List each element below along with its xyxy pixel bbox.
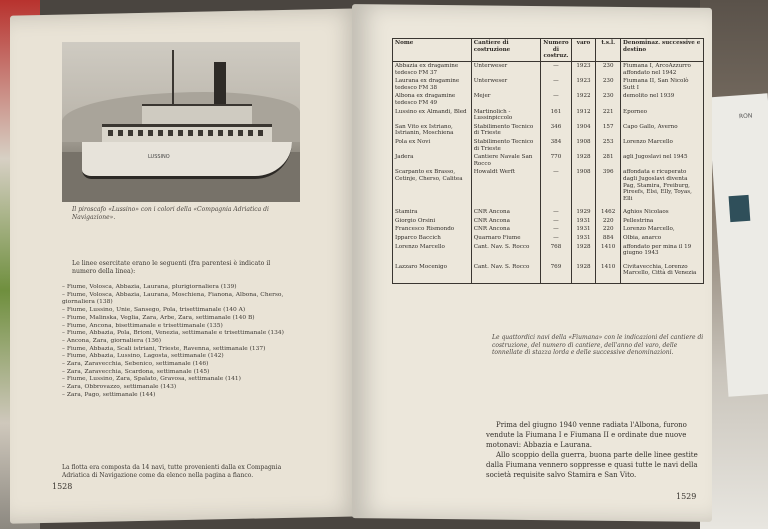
table-row (393, 234, 704, 243)
route-item: – Fiume, Abbazia, Pola, Brioni, Venezia, settimanale e trisettimanale (134) (62, 330, 284, 337)
route-item: – Fiume, Volosca, Abbazia, Laurana, Moschiena, Fianona, Albona, Cherso, giornaliera (138) (62, 291, 284, 306)
table-row (393, 138, 704, 153)
table-row (393, 243, 704, 258)
cell-destino: Lorenzo Marcello (621, 138, 704, 153)
route-item: – Fiume, Abbazia, Scali istriani, Trieste, Ravenna, settimanale (137) (62, 345, 266, 352)
ship-upper-deck (142, 104, 252, 126)
cell-numero: 770 (541, 153, 571, 168)
cell-tsl: 884 (596, 234, 621, 243)
cell-numero: — (541, 168, 571, 203)
cell-numero: 161 (541, 108, 571, 123)
cell-varo: 1908 (571, 168, 596, 203)
cell-destino: Eporneo (621, 108, 704, 123)
cell-tsl: 1410 (596, 243, 621, 258)
cell-cantiere: Quarnaro Fiume (471, 234, 541, 243)
cell-tsl: 220 (596, 225, 621, 234)
cell-varo: 1929 (571, 203, 596, 217)
cell-nome: Abbazia ex dragamine tedesco FM 37 (393, 62, 472, 78)
cell-varo: 1931 (571, 234, 596, 243)
fleet-closing-text: La flotta era composta da 14 navi, tutte provenienti dalla ex Compagnia Adriatica di Navigazione come da elenco nella pagina a fianco. (62, 464, 282, 479)
route-item: – Zara, Pago, settimanale (144) (62, 391, 156, 398)
cell-numero: — (541, 62, 571, 78)
cell-cantiere: Cant. Nav. S. Rocco (471, 258, 541, 284)
header-varo: varo (571, 39, 596, 62)
table-row (393, 108, 704, 123)
ship-photo (62, 42, 300, 202)
cell-nome: Lussino ex Almandi, Bled (393, 108, 472, 123)
cell-nome: Lazzaro Mocenigo (393, 258, 472, 284)
cell-tsl: 230 (596, 62, 621, 78)
cell-destino: Civitavecchia, Lorenzo Marcello, Città di Venezia (621, 258, 704, 284)
cell-cantiere: CNR Ancona (471, 225, 541, 234)
header-tsl: t.s.l. (596, 39, 621, 62)
cell-numero: — (541, 203, 571, 217)
side-insert-thumbnail (729, 195, 751, 222)
cell-numero: — (541, 234, 571, 243)
ship-hull-name: LUSSINO (148, 154, 170, 160)
header-destino: Denominaz. successive e destino (621, 39, 704, 62)
ship-windows (108, 130, 268, 136)
side-insert-label: RON (738, 112, 753, 121)
cell-tsl: 1462 (596, 203, 621, 217)
cell-tsl: 281 (596, 153, 621, 168)
cell-destino: Pellestrina (621, 217, 704, 226)
cell-varo: 1912 (571, 108, 596, 123)
cell-destino: agli Jugoslavi nel 1945 (621, 153, 704, 168)
cell-varo: 1904 (571, 123, 596, 138)
cell-varo: 1928 (571, 153, 596, 168)
cell-numero: — (541, 217, 571, 226)
cell-destino: Capo Gallo, Averno (621, 123, 704, 138)
photo-caption: Il piroscafo «Lussino» con i colori della «Compagnia Adriatica di Navigazione». (72, 206, 269, 221)
route-item: – Fiume, Lussino, Unie, Sansego, Pola, trisettimanale (140 A) (62, 307, 246, 314)
fleet-table (392, 38, 704, 284)
routes-intro: Le linee esercitate erano le seguenti (fra parentesi è indicato il numero della linea): (72, 260, 271, 275)
header-cantiere: Cantiere di costruzione (471, 39, 541, 62)
cell-nome: Laurana ex dragamine tedesco FM 38 (393, 77, 472, 92)
cell-cantiere: Unterweser (471, 62, 541, 78)
cell-numero: — (541, 92, 571, 107)
cell-numero: 346 (541, 123, 571, 138)
cell-destino: Olbia, anarco (621, 234, 704, 243)
ship-funnel (214, 62, 226, 106)
cell-nome: Albona ex dragamine tedesco FM 49 (393, 92, 472, 107)
cell-nome: Giorgio Orsini (393, 217, 472, 226)
cell-varo: 1931 (571, 225, 596, 234)
table-row (393, 123, 704, 138)
table-row (393, 77, 704, 92)
cell-numero: — (541, 225, 571, 234)
right-body-text (486, 420, 702, 480)
cell-nome: Francesco Rismondo (393, 225, 472, 234)
fleet-table-header (393, 39, 704, 62)
cell-varo: 1923 (571, 77, 596, 92)
cell-cantiere: Stabilimento Tecnico di Trieste (471, 123, 541, 138)
cell-nome: Stamira (393, 203, 472, 217)
cell-numero: 769 (541, 258, 571, 284)
ship-hull (82, 142, 292, 179)
cell-nome: Ipparco Baccich (393, 234, 472, 243)
table-row (393, 225, 704, 234)
cell-destino: Fiumana II, San Nicolò Sutt I (621, 77, 704, 92)
cell-nome: San Vito ex Istriano, Istrianin, Moschiena (393, 123, 472, 138)
route-item: – Fiume, Ancona, bisettimanale e trisettimanale (135) (62, 322, 223, 329)
table-row (393, 168, 704, 203)
table-row (393, 153, 704, 168)
cell-varo: 1928 (571, 258, 596, 284)
page-number-left: 1528 (52, 482, 73, 491)
cell-varo: 1908 (571, 138, 596, 153)
header-numero: Numero di costruz. (541, 39, 571, 62)
cell-destino: affondata e ricuperato dagli Jugoslavi diventa Pag, Stamira, Freiburg, Pireefs, Elsi, Elly, Toyas, Elli (621, 168, 704, 203)
cell-destino: Aghios Nicolaos (621, 203, 704, 217)
cell-numero: — (541, 77, 571, 92)
cell-tsl: 157 (596, 123, 621, 138)
cell-cantiere: CNR Ancona (471, 203, 541, 217)
cell-destino: Fiumana I, ArcoAzzurro affondato nel 1942 (621, 62, 704, 78)
cell-destino: affondato per mina il 19 giugno 1943 (621, 243, 704, 258)
table-row (393, 203, 704, 217)
cell-nome: Jadera (393, 153, 472, 168)
table-caption: Le quattordici navi della «Fiumana» con le indicazioni del cantiere di costruzione, del numero di cantiere, dell'anno del varo, delle tonnellate di stazza lorda e delle successive denominazioni. (492, 334, 704, 357)
route-item: – Zara, Zaravecchia, Sebenico, settimanale (146) (62, 361, 209, 368)
page-number-right: 1529 (676, 492, 697, 501)
routes-list (62, 284, 292, 400)
paragraph: Allo scoppio della guerra, buona parte delle linee gestite dalla Fiumana vennero soppresse e quasi tutte le navi della società requisite salvo Stamira e San Vito. (486, 451, 698, 479)
cell-numero: 768 (541, 243, 571, 258)
cell-varo: 1922 (571, 92, 596, 107)
cell-tsl: 230 (596, 92, 621, 107)
cell-tsl: 396 (596, 168, 621, 203)
route-item: – Fiume, Malinska, Veglia, Zara, Arbe, Zara, settimanale (140 B) (62, 314, 255, 321)
route-item: – Fiume, Abbazia, Lussino, Lagosta, settimanale (142) (62, 353, 224, 360)
table-row (393, 92, 704, 107)
table-row (393, 258, 704, 284)
cell-nome: Scarpanto ex Brasso, Cetinje, Cherso, Calitea (393, 168, 472, 203)
cell-cantiere: Stabilimento Tecnico di Trieste (471, 138, 541, 153)
cell-destino: demolito nel 1939 (621, 92, 704, 107)
cell-cantiere: Cant. Nav. S. Rocco (471, 243, 541, 258)
cell-nome: Pola ex Novi (393, 138, 472, 153)
cell-cantiere: Martinolich - Lussinpiccolo (471, 108, 541, 123)
cell-tsl: 230 (596, 77, 621, 92)
cell-cantiere: Unterweser (471, 77, 541, 92)
route-item: – Fiume, Lussino, Zara, Spalato, Gravosa, settimanale (141) (62, 376, 241, 383)
header-nome: Nome (393, 39, 472, 62)
table-row (393, 217, 704, 226)
route-item: – Fiume, Volosca, Abbazia, Laurana, plurigiornaliera (139) (62, 284, 237, 290)
cell-varo: 1928 (571, 243, 596, 258)
cell-tsl: 253 (596, 138, 621, 153)
route-item: – Zara, Zaravecchia, Scardona, settimanale (145) (62, 368, 210, 375)
cell-numero: 384 (541, 138, 571, 153)
route-item: – Zara, Obbrovazzo, settimanale (143) (62, 384, 177, 391)
cell-varo: 1931 (571, 217, 596, 226)
cell-destino: Lorenzo Marcello, (621, 225, 704, 234)
ship-mast (172, 50, 174, 108)
paragraph: Prima del giugno 1940 venne radiata l'Albona, furono vendute la Fiumana I e Fiumana II e ordinate due nuove motonavi: Abbazia e Laurana. (486, 421, 687, 449)
cell-tsl: 1410 (596, 258, 621, 284)
cell-cantiere: Mejer (471, 92, 541, 107)
route-item: – Ancona, Zara, giornaliera (136) (62, 337, 162, 344)
cell-cantiere: CNR Ancona (471, 217, 541, 226)
cell-tsl: 221 (596, 108, 621, 123)
cell-tsl: 220 (596, 217, 621, 226)
cell-cantiere: Cantiere Navale San Rocco (471, 153, 541, 168)
cell-cantiere: Howaldt Werft (471, 168, 541, 203)
cell-nome: Lorenzo Marcello (393, 243, 472, 258)
cell-varo: 1923 (571, 62, 596, 78)
table-row (393, 62, 704, 78)
